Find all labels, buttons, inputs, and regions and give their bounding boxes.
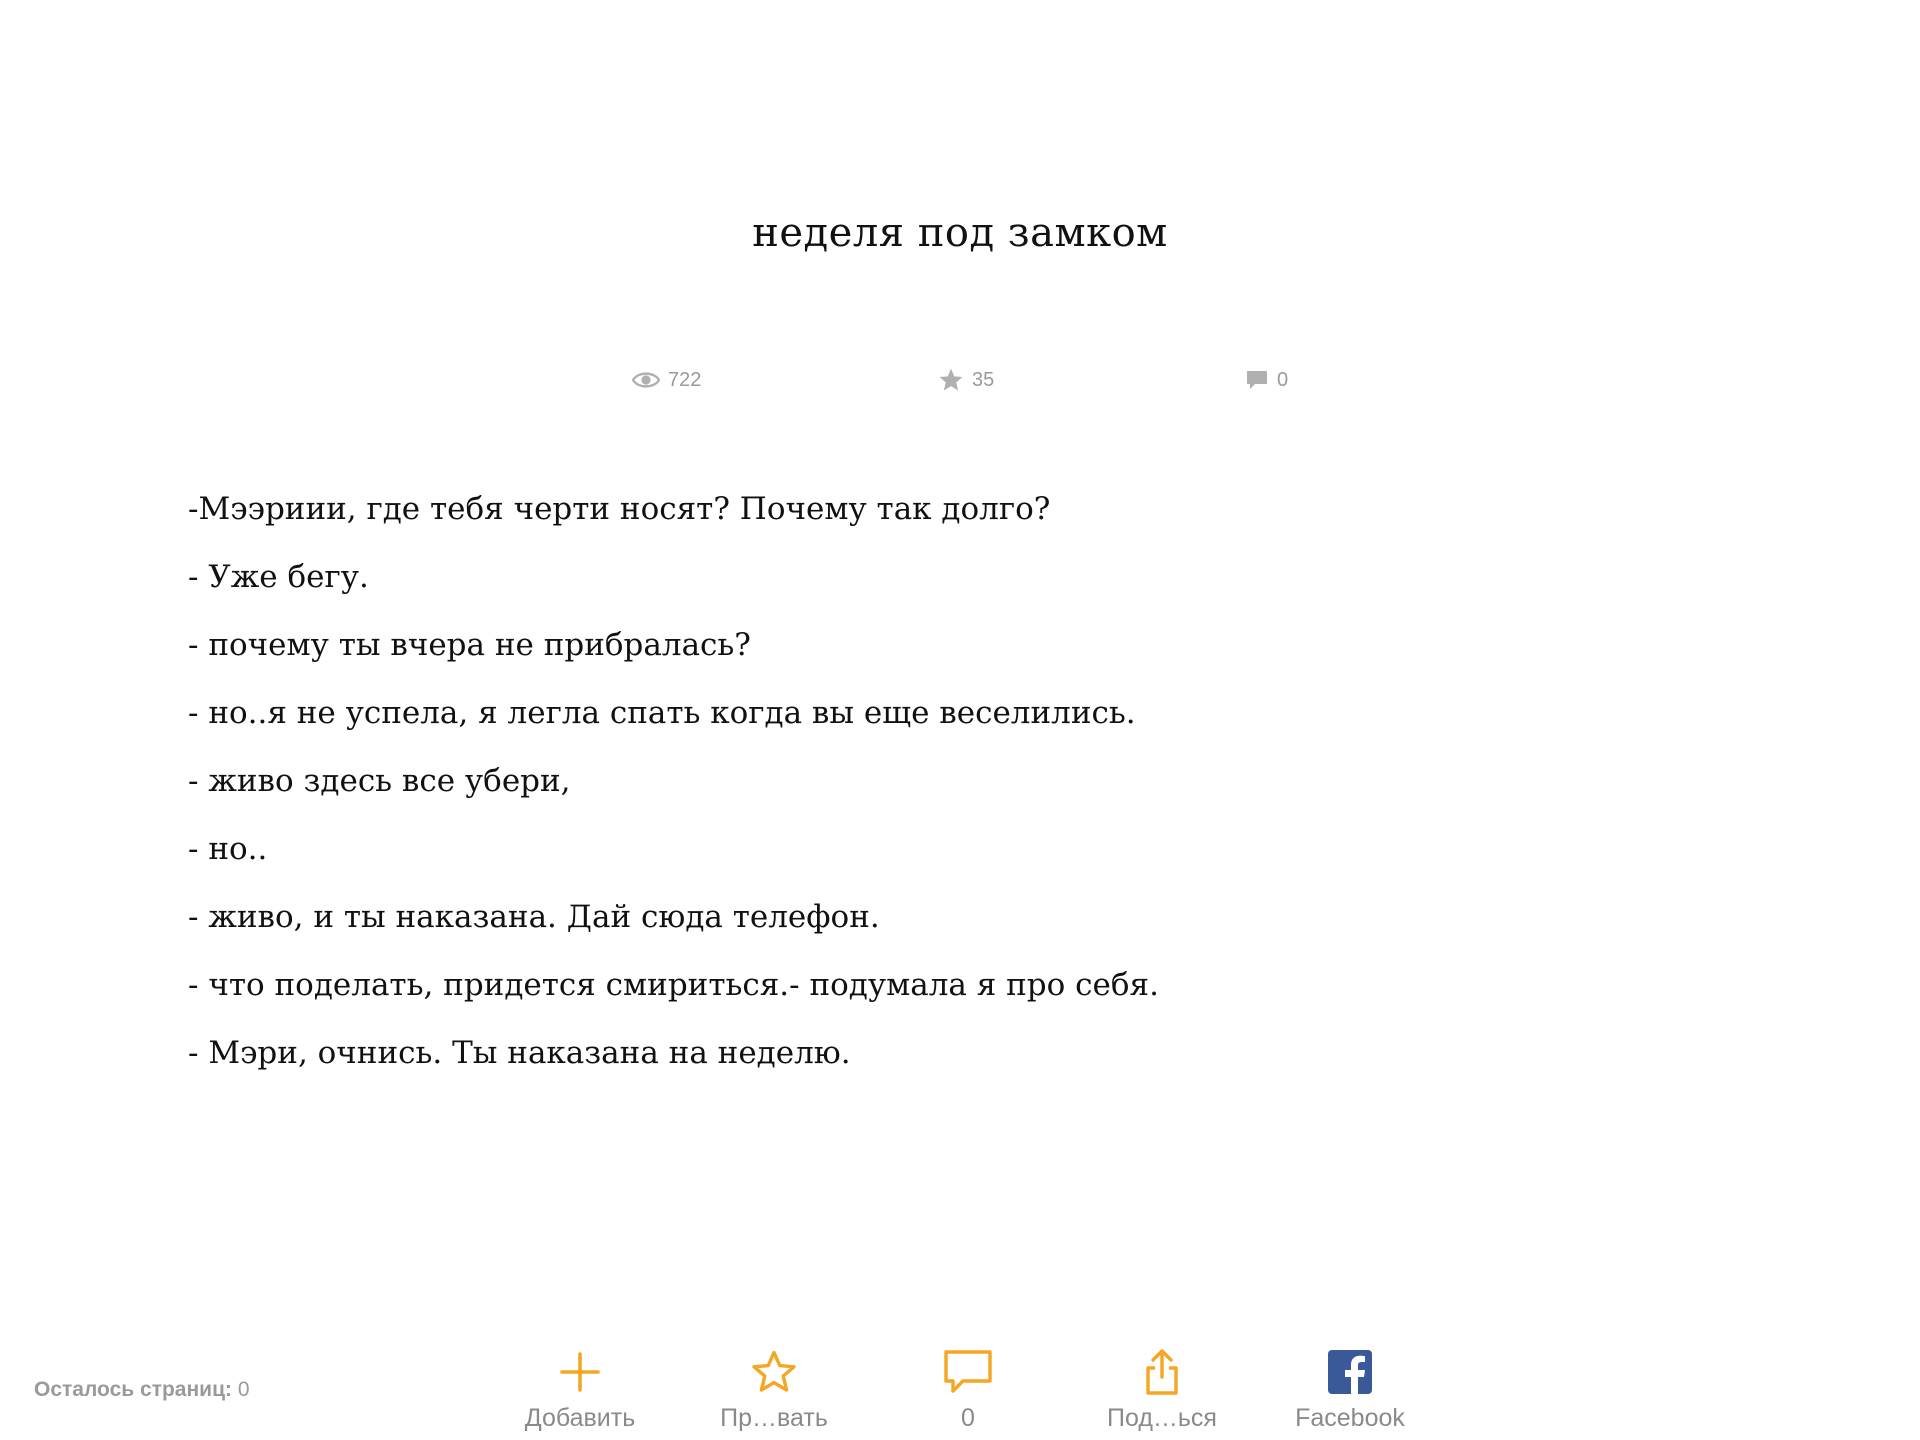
vote-label: Пр…вать bbox=[720, 1404, 828, 1432]
story-paragraph: - Уже бегу. bbox=[188, 559, 369, 595]
views-stat bbox=[632, 366, 701, 394]
share-icon bbox=[1142, 1347, 1182, 1397]
story-paragraph: - что поделать, придется смириться.- подумала я про себя. bbox=[188, 967, 1159, 1003]
story-paragraph: - почему ты вчера не прибралась? bbox=[188, 627, 751, 663]
plus-icon bbox=[558, 1350, 602, 1394]
vote-button[interactable] bbox=[694, 1344, 854, 1440]
comments-count: 0 bbox=[1277, 368, 1289, 391]
facebook-icon bbox=[1328, 1350, 1372, 1394]
comment-bubble-icon bbox=[943, 1349, 993, 1395]
star-icon bbox=[938, 367, 964, 393]
story-paragraph: - но.. bbox=[188, 831, 268, 867]
votes-stat bbox=[938, 366, 994, 394]
story-paragraph: -Мээриии, где тебя черти носят? Почему так долго? bbox=[188, 491, 1051, 527]
pages-left-count: 0 bbox=[237, 1378, 250, 1401]
facebook-share-button[interactable] bbox=[1270, 1344, 1430, 1440]
add-label: Добавить bbox=[524, 1404, 636, 1432]
story-title: неделя под замком bbox=[752, 210, 1168, 256]
views-count: 722 bbox=[668, 368, 702, 391]
story-text bbox=[188, 484, 1688, 1096]
pages-left-label: Осталось страниц: bbox=[34, 1378, 232, 1401]
share-label: Под…ься bbox=[1107, 1404, 1217, 1432]
story-paragraph: - живо, и ты наказана. Дай сюда телефон. bbox=[188, 899, 880, 935]
story-paragraph: - но..я не успела, я легла спать когда вы еще веселились. bbox=[188, 695, 1136, 731]
votes-count: 35 bbox=[972, 368, 995, 391]
add-to-library-button[interactable] bbox=[500, 1344, 660, 1440]
star-outline-icon bbox=[750, 1349, 798, 1395]
share-button[interactable] bbox=[1082, 1344, 1242, 1440]
comment-icon bbox=[1245, 368, 1269, 392]
comments-button[interactable] bbox=[888, 1344, 1048, 1440]
facebook-label: Facebook bbox=[1295, 1404, 1405, 1432]
story-paragraph: - живо здесь все убери, bbox=[188, 763, 571, 799]
comments-button-count: 0 bbox=[961, 1404, 975, 1432]
story-paragraph: - Мэри, очнись. Ты наказана на неделю. bbox=[188, 1035, 851, 1071]
pages-left-indicator bbox=[34, 1378, 250, 1402]
comments-stat bbox=[1245, 366, 1288, 394]
eye-icon bbox=[632, 370, 660, 390]
